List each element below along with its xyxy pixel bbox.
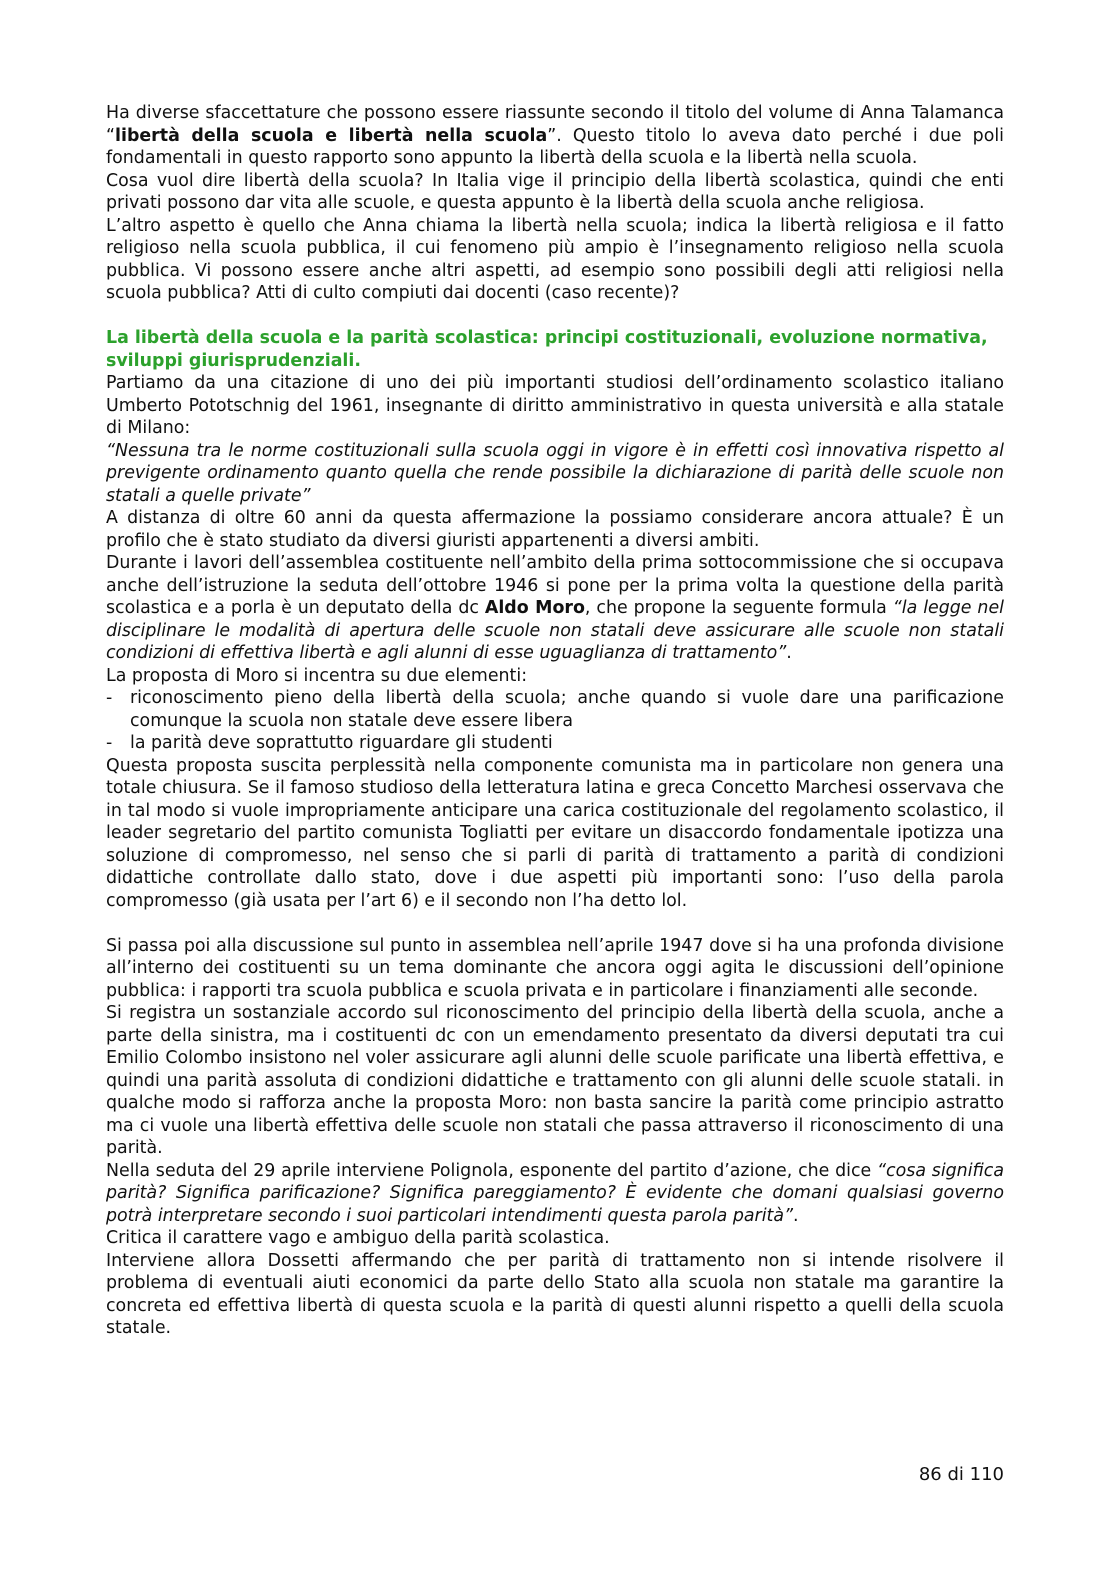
- italic-quote: “Nessuna tra le norme costituzionali sulla scuola oggi in vigore è in effetti così innovativa rispetto al previgente ordinamento quanto quella che rende possibile la dichiarazione di parità delle scuole non statali a quelle private”: [106, 440, 1004, 506]
- section-heading: La libertà della scuola e la parità scolastica: principi costituzionali, evoluzione normativa, sviluppi giurisprudenziali.: [106, 328, 988, 371]
- page-number: 86 di 110: [918, 1464, 1004, 1485]
- paragraph-dossetti: Interviene allora Dossetti affermando che per parità di trattamento non si intende risolvere il problema di eventuali aiuti economici da parte dello Stato alla scuola non statale ma garantire la concreta ed effettiva libertà di questa scuola e la parità di questi alunni rispetto a quelli della scuola statale.: [106, 1250, 1004, 1338]
- text-run: , che propone la seguente formula: [584, 598, 893, 618]
- spacer: [106, 305, 1004, 328]
- paragraph-pototschnig: Partiamo da una citazione di uno dei più importanti studiosi dell’ordinamento scolastico italiano Umberto Pototschnig del 1961, insegnante di diritto amministrativo in questa università e alla statale di Milano:: [106, 373, 1004, 438]
- paragraph-attualita: A distanza di oltre 60 anni da questa affermazione la possiamo considerare ancora attuale? È un profilo che è stato studiato da diversi giuristi appartenenti a diversi ambiti.: [106, 508, 1004, 551]
- paragraph-critica: Critica il carattere vago e ambiguo della parità scolastica.: [106, 1228, 610, 1248]
- text-run: .: [793, 1205, 799, 1226]
- paragraph-liberta-nella-scuola: L’altro aspetto è quello che Anna chiama la libertà nella scuola; indica la libertà religiosa e il fatto religioso nella scuola pubblica, il cui fenomeno più ampio è l’insegnamento religioso nella scuola pubblica. Vi possono essere anche altri aspetti, ad esempio sono possibili degli atti religiosi nella scuola pubblica? Atti di culto compiuti dai docenti (caso recente)?: [106, 215, 1004, 303]
- bold-name-aldo-moro: Aldo Moro: [484, 598, 585, 618]
- paragraph-aprile-1947: Si passa poi alla discussione sul punto in assemblea nell’aprile 1947 dove si ha una profonda divisione all’interno dei costituenti su un tema dominante che ancora oggi agita le discussioni dell’opinione pubblica: i rapporti tra scuola pubblica e scuola privata e in particolare i finanziamenti alle seconde.: [106, 935, 1004, 1001]
- text-run: Ha diverse sfaccettature che possono essere riassunte secondo il titolo del volume di Anna Talamanca “: [106, 103, 1004, 146]
- list-item: - riconoscimento pieno della libertà della scuola; anche quando si vuole dare una parificazione comunque la scuola non statale deve essere libera: [106, 687, 1004, 732]
- paragraph-accordo: Si registra un sostanziale accordo sul riconoscimento del principio della libertà della scuola, anche a parte della sinistra, ma i costituenti dc con un emendamento presentato da diversi deputati tra cui Emilio Colombo insistono nel voler assicurare agli alunni delle scuole parificate una libertà effettiva, e quindi una parità assoluta di condizioni didattiche e trattamento con gli alunni delle scuole statali. in qualche modo si rafforza anche la proposta Moro: non basta sancire la parità come principio astratto ma ci vuole una libertà effettiva delle scuole non statali che passa attraverso il riconoscimento di una parità.: [106, 1003, 1004, 1158]
- quote-pototschnig: [106, 440, 1004, 508]
- text-run: ”. Questo titolo lo aveva dato perché i due poli fondamentali in questo rapporto sono appunto la libertà della scuola e la libertà nella scuola.: [106, 125, 1004, 168]
- page-body: [106, 102, 1004, 1340]
- text-run: .: [786, 643, 792, 663]
- paragraph-assemblea-1946: [106, 552, 1004, 665]
- paragraph-liberta-della-scuola: Cosa vuol dire libertà della scuola? In Italia vige il principio della libertà scolastica, quindi che enti privati possono dar vita alle scuole, e questa appunto è la libertà della scuola anche religiosa.: [106, 170, 1004, 213]
- list-item: - la parità deve soprattutto riguardare gli studenti: [106, 732, 1004, 755]
- italic-quote: “la legge nel disciplinare le modalità di apertura delle scuole non statali deve assicurare alle scuole non statali condizioni di effettiva libertà e agli alunni di esse uguaglianza di trattamento”: [106, 598, 1004, 663]
- spacer: [106, 912, 1004, 935]
- paragraph-intro: [106, 102, 1004, 170]
- paragraph-polignola: [106, 1160, 1004, 1228]
- text-run: Nella seduta del 29 aprile interviene Polignola, esponente del partito d’azione, che dice: [106, 1160, 878, 1181]
- paragraph-perplessita: Questa proposta suscita perplessità nella componente comunista ma in particolare non genera una totale chiusura. Se il famoso studioso della letteratura latina e greca Concetto Marchesi osservava che in tal modo si vuole impropriamente anticipare una carica costituzionale del regolamento scolastico, il leader segretario del partito comunista Togliatti per evitare un disaccordo fondamentale ipotizza una soluzione di compromesso, nel senso che si parli di parità di trattamento a parità di condizioni didattiche controllate dallo stato, dove i due aspetti più importanti sono: l’uso della parola compromesso (già usata per l’art 6) e il secondo non l’ha detto lol.: [106, 755, 1004, 911]
- paragraph-proposta-moro: La proposta di Moro si incentra su due elementi:: [106, 665, 528, 686]
- text-run: Durante i lavori dell’assemblea costituente nell’ambito della prima sottocommissione che si occupava anche dell’istruzione la seduta dell’ottobre 1946 si pone per la prima volta la questione della parità scolastica e a porla è un deputato della dc: [106, 553, 1004, 618]
- italic-quote: “cosa significa parità? Significa parificazione? Significa pareggiamento? È evidente che domani qualsiasi governo potrà interpretare secondo i suoi particolari intendimenti questa parola parità”: [106, 1160, 1004, 1226]
- bold-book-title: libertà della scuola e libertà nella scuola: [115, 125, 548, 146]
- bullet-list: [106, 687, 1004, 755]
